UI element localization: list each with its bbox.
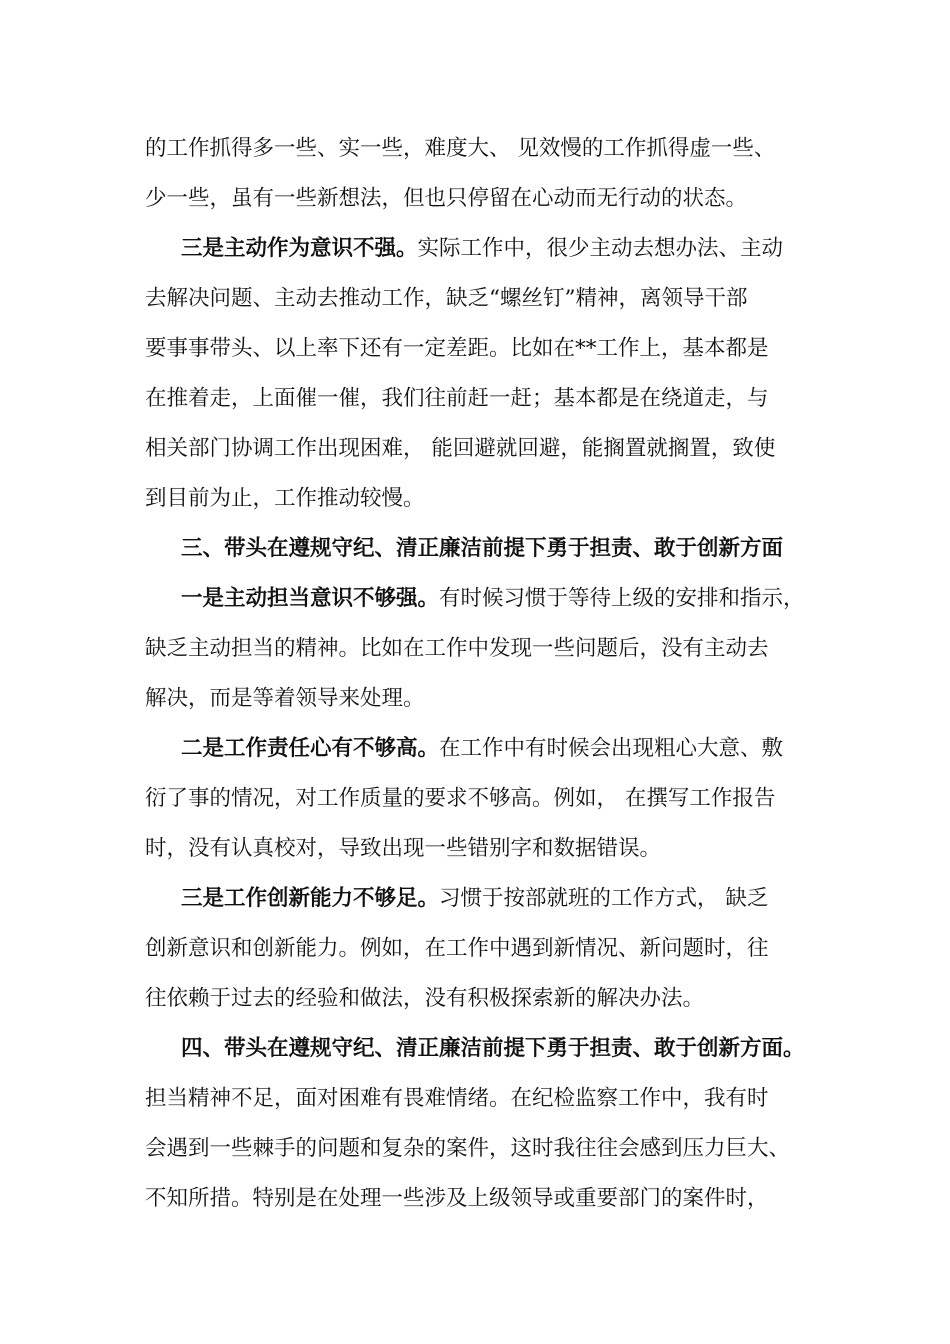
text-line: 少一些，虽有一些新想法，但也只停留在心动而无行动的状态。 bbox=[145, 186, 748, 211]
text-line: 不知所措。特别是在处理一些涉及上级领导或重要部门的案件时， bbox=[145, 1186, 769, 1211]
text-line: 会遇到一些棘手的问题和复杂的案件，这时我往往会感到压力巨大、 bbox=[145, 1136, 791, 1161]
text-line: 去解决问题、主动去推动工作，缺乏“螺丝钉”精神，离领导干部 bbox=[145, 286, 748, 311]
paragraph-heading: 一是主动担当意识不够强。 bbox=[181, 586, 440, 611]
paragraph-heading: 二是工作责任心有不够高。 bbox=[181, 736, 440, 761]
section-heading: 四、带头在遵规守纪、清正廉洁前提下勇于担责、敢于创新方面。 bbox=[181, 1036, 805, 1061]
text-line: 担当精神不足，面对困难有畏难情绪。在纪检监察工作中，我有时 bbox=[145, 1086, 769, 1111]
paragraph-line: 二是工作责任心有不够高。在工作中有时候会出现粗心大意、敷 bbox=[181, 736, 784, 761]
text-line: 缺乏主动担当的精神。比如在工作中发现一些问题后，没有主动去 bbox=[145, 636, 769, 661]
paragraph-heading: 三是工作创新能力不够足。 bbox=[181, 886, 440, 911]
paragraph-line: 一是主动担当意识不够强。有时候习惯于等待上级的安排和指示， bbox=[181, 586, 805, 611]
paragraph-line: 三是主动作为意识不强。实际工作中，很少主动去想办法、主动 bbox=[181, 236, 784, 261]
document-body bbox=[145, 124, 811, 1224]
text-line: 要事事带头、以上率下还有一定差距。比如在**工作上，基本都是 bbox=[145, 336, 769, 361]
paragraph-line: 三是工作创新能力不够足。习惯于按部就班的工作方式， 缺乏 bbox=[181, 886, 769, 911]
text-line: 创新意识和创新能力。例如，在工作中遇到新情况、新问题时，往 bbox=[145, 936, 769, 961]
text-line: 衍了事的情况，对工作质量的要求不够高。例如， 在撰写工作报告 bbox=[145, 786, 776, 811]
text-line: 往依赖于过去的经验和做法，没有积极探索新的解决办法。 bbox=[145, 986, 705, 1011]
paragraph-heading: 三是主动作为意识不强。 bbox=[181, 236, 418, 261]
text-line: 在推着走，上面催一催，我们往前赶一赶；基本都是在绕道走，与 bbox=[145, 386, 769, 411]
text-line: 解决，而是等着领导来处理。 bbox=[145, 686, 425, 711]
section-heading: 三、带头在遵规守纪、清正廉洁前提下勇于担责、敢于创新方面 bbox=[181, 536, 784, 561]
text-line: 到目前为止，工作推动较慢。 bbox=[145, 486, 425, 511]
text-line: 时，没有认真校对，导致出现一些错别字和数据错误。 bbox=[145, 836, 662, 861]
text-line: 相关部门协调工作出现困难， 能回避就回避，能搁置就搁置，致使 bbox=[145, 436, 776, 461]
text-line: 的工作抓得多一些、实一些，难度大、 见效慢的工作抓得虚一些、 bbox=[145, 136, 776, 161]
